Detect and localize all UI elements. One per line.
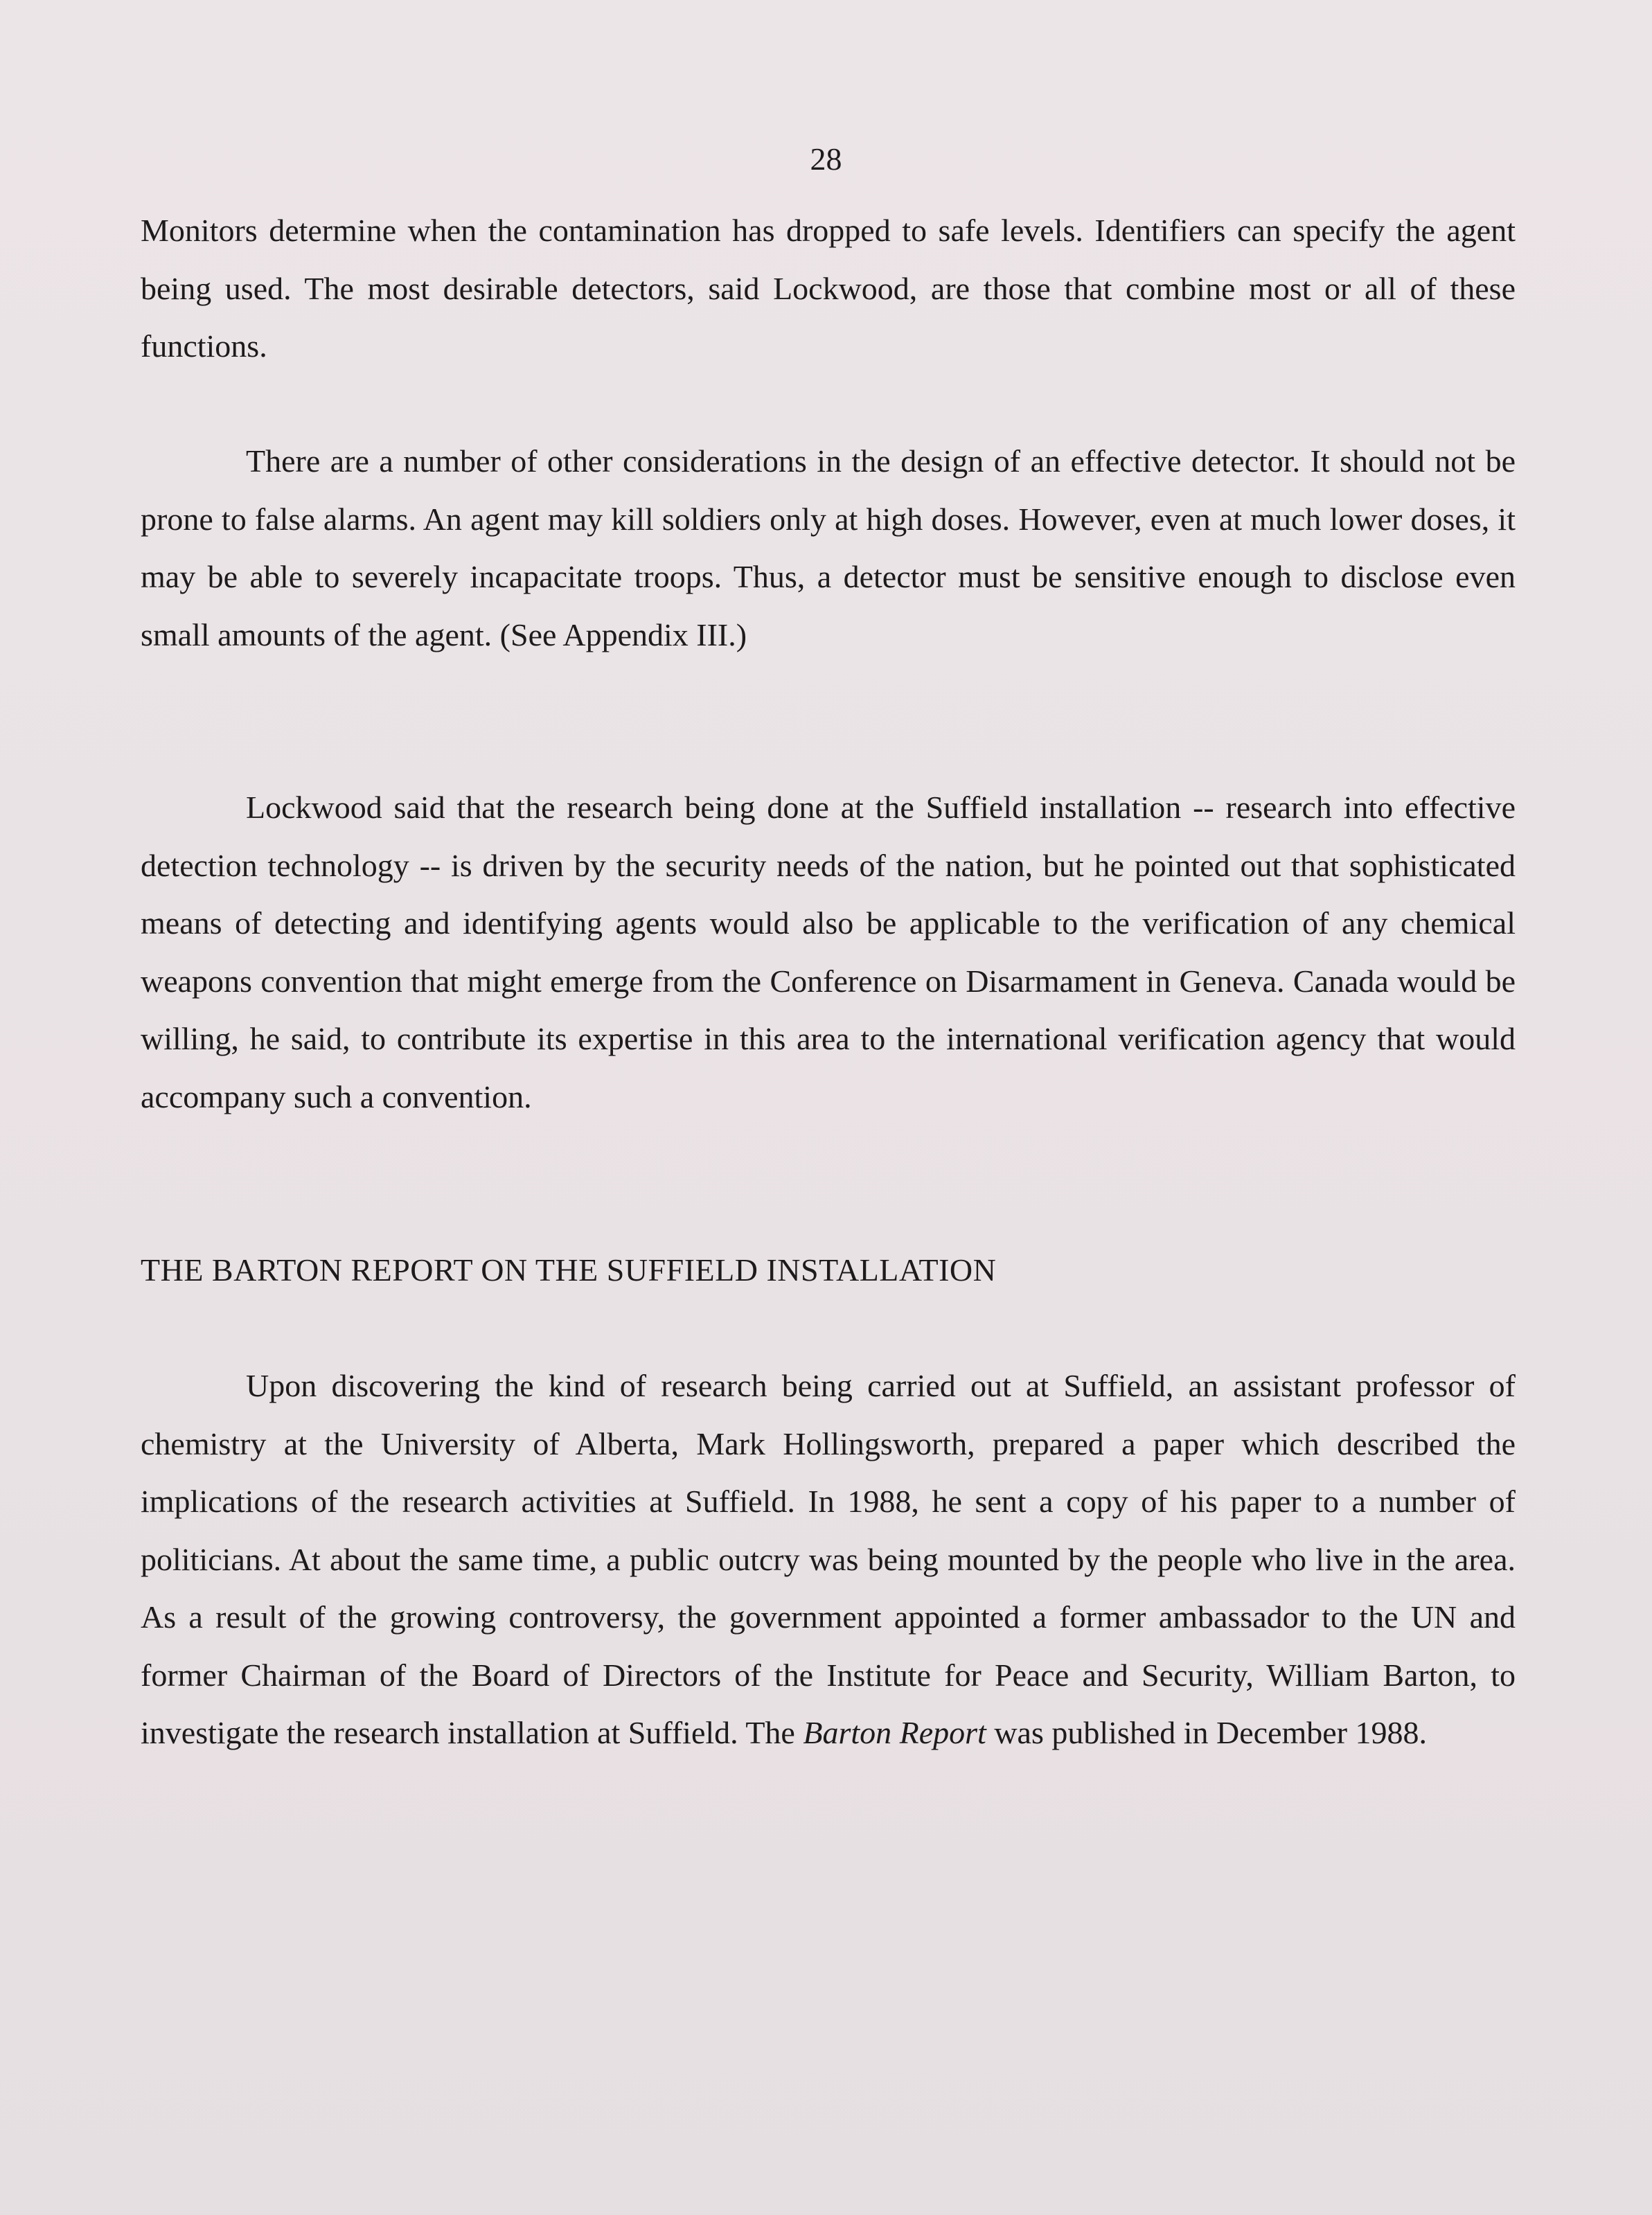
paragraph-text — [141, 1357, 1516, 1762]
section-heading: THE BARTON REPORT ON THE SUFFIELD INSTALLATION — [141, 1252, 997, 1288]
paragraph-text: Monitors determine when the contamination has dropped to safe levels. Identifiers can specify the agent being used. The most desirable detectors, said Lockwood, are those that combine most or all of these functions. — [141, 213, 1516, 364]
paragraph-text-after-title: was published in December 1988. — [986, 1715, 1428, 1750]
paragraph-detector-functions — [141, 202, 1516, 375]
page-number: 28 — [810, 141, 842, 177]
paragraph-text-before-title: Upon discovering the kind of research being carried out at Suffield, an assistant professor of chemistry at the University of Alberta, Mark Hollingsworth, prepared a paper which described the implications of the research activities at Suffield. In 1988, he sent a copy of his paper to a number of politicians. At about the same time, a public outcry was being mounted by the people who live in the area. As a result of the growing controversy, the government appointed a former ambassador to the UN and former Chairman of the Board of Directors of the Institute for Peace and Security, William Barton, to investigate the research installation at Suffield. The — [141, 1368, 1516, 1750]
paragraph-lockwood-research — [141, 779, 1516, 1126]
paragraph-design-considerations — [141, 432, 1516, 664]
paragraph-text: There are a number of other considerations in the design of an effective detector. It should not be prone to false alarms. An agent may kill soldiers only at high doses. However, even at much lower doses, it may be able to severely incapacitate troops. Thus, a detector must be sensitive enough to disclose even small amounts of the agent. (See Appendix III.) — [141, 443, 1516, 652]
paragraph-text: Lockwood said that the research being done at the Suffield installation -- research into effective detection technology -- is driven by the security needs of the nation, but he pointed out that sophisticated means of detecting and identifying agents would also be applicable to the verification of any chemical weapons convention that might emerge from the Conference on Disarmament in Geneva. Canada would be willing, he said, to contribute its expertise in this area to the international verification agency that would accompany such a convention. — [141, 790, 1516, 1114]
report-title: Barton Report — [803, 1715, 986, 1750]
paragraph-barton-report — [141, 1357, 1516, 1762]
